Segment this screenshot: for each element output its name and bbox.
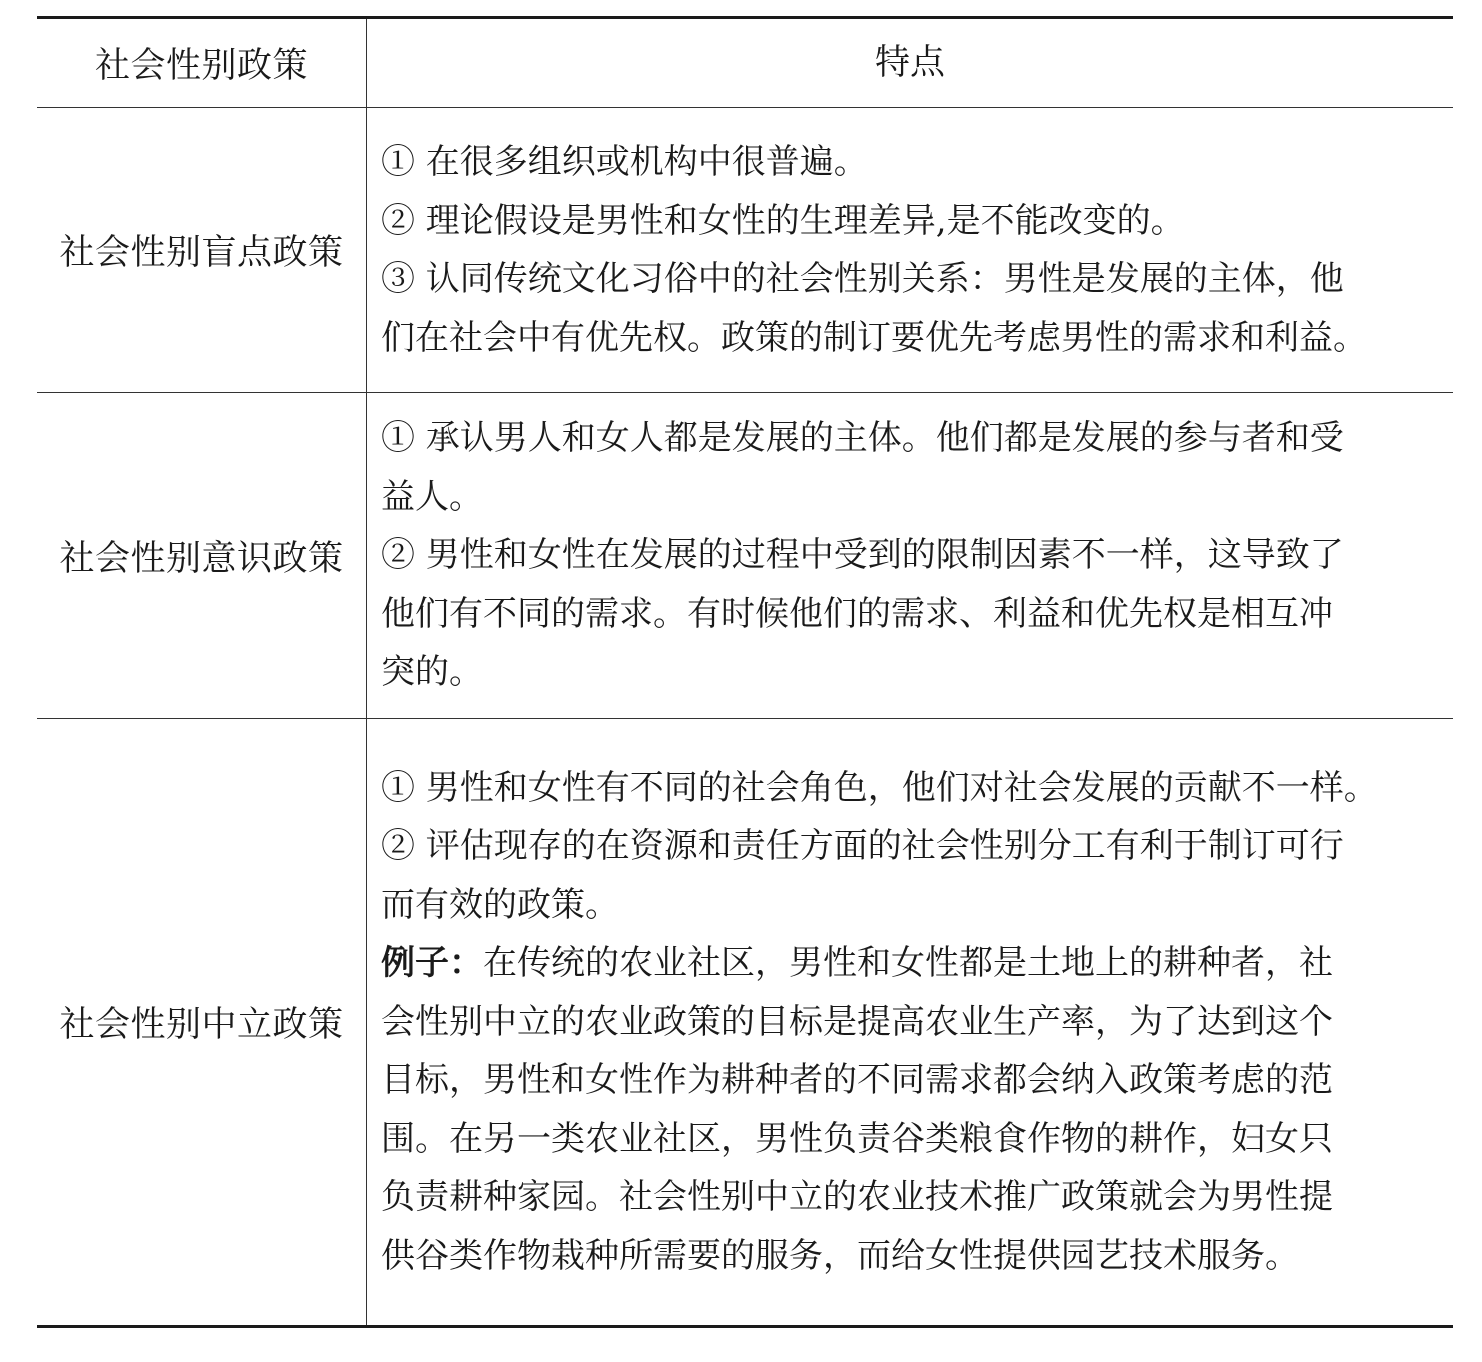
policy-name-neutral: 社会性别中立政策 (37, 719, 367, 1325)
policy-name-blind: 社会性别盲点政策 (37, 108, 367, 392)
policy-description-aware (367, 393, 1453, 718)
description-line: 突的。 (381, 652, 483, 693)
description-line: ② 男性和女性在发展的过程中受到的限制因素不一样，这导致了 (381, 535, 1344, 576)
example-line (381, 934, 1441, 993)
description-line: 们在社会中有优先权。政策的制订要优先考虑男性的需求和利益。 (381, 317, 1367, 358)
example-line: 目标，男性和女性作为耕种者的不同需求都会纳入政策考虑的范 (381, 1060, 1333, 1101)
example-line: 供谷类作物栽种所需要的服务，而给女性提供园艺技术服务。 (381, 1235, 1299, 1276)
description-line: ② 评估现存的在资源和责任方面的社会性别分工有利于制订可行 (381, 826, 1344, 867)
description-line: ① 男性和女性有不同的社会角色，他们对社会发展的贡献不一样。 (381, 767, 1378, 808)
example-line: 负责耕种家园。社会性别中立的农业技术推广政策就会为男性提 (381, 1177, 1333, 1218)
description-line: ② 理论假设是男性和女性的生理差异,是不能改变的。 (381, 200, 1185, 241)
description-line: ③ 认同传统文化习俗中的社会性别关系：男性是发展的主体，他 (381, 259, 1344, 299)
example-label: 例子： (381, 943, 483, 984)
example-line: 会性别中立的农业政策的目标是提高农业生产率，为了达到这个 (381, 1001, 1333, 1042)
table-header-row (37, 19, 1453, 108)
description-line: 而有效的政策。 (381, 884, 619, 925)
example-text: 在传统的农业社区，男性和女性都是土地上的耕种者，社 (483, 943, 1333, 984)
policy-name-aware: 社会性别意识政策 (37, 393, 367, 718)
description-line: ① 承认男人和女人都是发展的主体。他们都是发展的参与者和受 (381, 418, 1344, 459)
description-line: ① 在很多组织或机构中很普遍。 (381, 142, 868, 182)
header-characteristics: 特点 (874, 42, 945, 83)
table-row (37, 719, 1453, 1325)
table-row (37, 393, 1453, 719)
policy-description-blind (367, 108, 1453, 392)
header-policy-type: 社会性别政策 (37, 19, 367, 107)
policy-description-neutral (367, 719, 1453, 1325)
example-line: 围。在另一类农业社区，男性负责谷类粮食作物的耕作，妇女只 (381, 1118, 1333, 1159)
table-row (37, 108, 1453, 393)
description-line: 益人。 (381, 476, 483, 517)
description-line: 他们有不同的需求。有时候他们的需求、利益和优先权是相互冲 (381, 593, 1333, 634)
policy-table (37, 16, 1453, 1328)
